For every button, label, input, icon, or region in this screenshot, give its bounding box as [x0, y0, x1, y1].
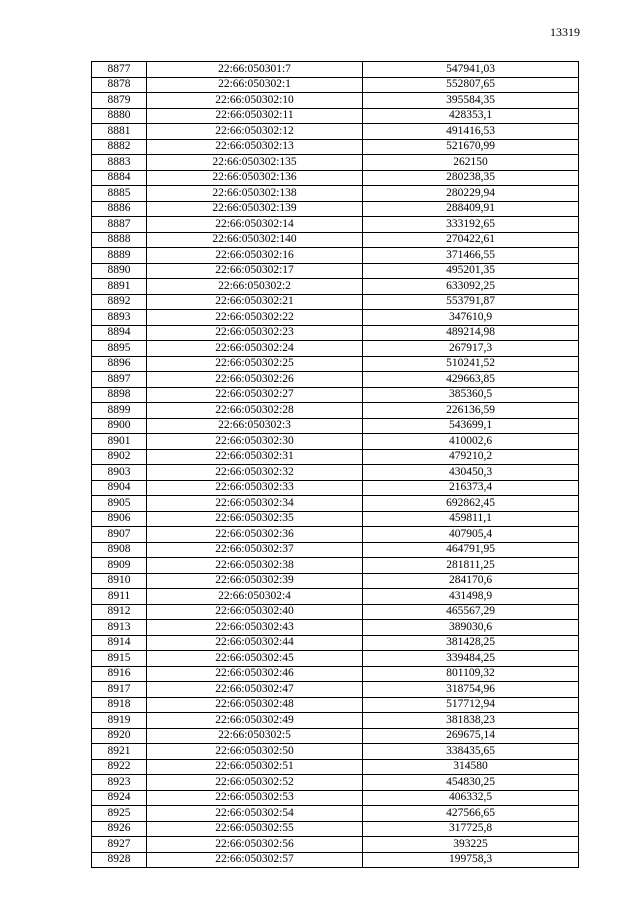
cadastral-number-cell: 22:66:050302:140 [147, 232, 363, 248]
cadastral-number-cell: 22:66:050302:22 [147, 310, 363, 326]
table-row [92, 449, 579, 465]
cadastral-value-cell: 262150 [363, 155, 579, 171]
table-row [92, 232, 579, 248]
cadastral-number-cell: 22:66:050302:44 [147, 635, 363, 651]
table-row [92, 759, 579, 775]
table-row [92, 821, 579, 837]
row-number-cell: 8916 [92, 666, 147, 682]
row-number-cell: 8885 [92, 186, 147, 202]
cadastral-number-cell: 22:66:050302:53 [147, 790, 363, 806]
table-row [92, 248, 579, 264]
cadastral-value-cell: 281811,25 [363, 558, 579, 574]
row-number-cell: 8920 [92, 728, 147, 744]
row-number-cell: 8906 [92, 511, 147, 527]
cadastral-number-cell: 22:66:050302:57 [147, 852, 363, 868]
cadastral-number-cell: 22:66:050302:28 [147, 403, 363, 419]
row-number-cell: 8908 [92, 542, 147, 558]
table-row [92, 279, 579, 295]
cadastral-number-cell: 22:66:050302:54 [147, 806, 363, 822]
cadastral-number-cell: 22:66:050302:10 [147, 93, 363, 109]
row-number-cell: 8889 [92, 248, 147, 264]
cadastral-value-cell: 521670,99 [363, 139, 579, 155]
table-row [92, 186, 579, 202]
cadastral-value-cell: 431498,9 [363, 589, 579, 605]
cadastral-number-cell: 22:66:050302:34 [147, 496, 363, 512]
cadastral-value-cell: 393225 [363, 837, 579, 853]
cadastral-value-cell: 429663,85 [363, 372, 579, 388]
table-row [92, 837, 579, 853]
table-row [92, 542, 579, 558]
cadastral-value-cell: 510241,52 [363, 356, 579, 372]
row-number-cell: 8890 [92, 263, 147, 279]
cadastral-value-cell: 491416,53 [363, 124, 579, 140]
row-number-cell: 8918 [92, 697, 147, 713]
cadastral-number-cell: 22:66:050302:12 [147, 124, 363, 140]
row-number-cell: 8893 [92, 310, 147, 326]
cadastral-value-cell: 216373,4 [363, 480, 579, 496]
cadastral-number-cell: 22:66:050302:5 [147, 728, 363, 744]
cadastral-number-cell: 22:66:050302:38 [147, 558, 363, 574]
cadastral-number-cell: 22:66:050302:46 [147, 666, 363, 682]
cadastral-value-cell: 288409,91 [363, 201, 579, 217]
table-row [92, 294, 579, 310]
table-row [92, 93, 579, 109]
table-row [92, 170, 579, 186]
cadastral-number-cell: 22:66:050302:136 [147, 170, 363, 186]
row-number-cell: 8888 [92, 232, 147, 248]
cadastral-number-cell: 22:66:050302:43 [147, 620, 363, 636]
cadastral-value-cell: 801109,32 [363, 666, 579, 682]
cadastral-number-cell: 22:66:050302:48 [147, 697, 363, 713]
cadastral-number-cell: 22:66:050302:45 [147, 651, 363, 667]
table-row [92, 635, 579, 651]
table-row [92, 573, 579, 589]
table-row [92, 589, 579, 605]
table-row [92, 713, 579, 729]
row-number-cell: 8923 [92, 775, 147, 791]
table-row [92, 666, 579, 682]
table-row [92, 527, 579, 543]
cadastral-value-cell: 543699,1 [363, 418, 579, 434]
row-number-cell: 8909 [92, 558, 147, 574]
cadastral-number-cell: 22:66:050302:49 [147, 713, 363, 729]
row-number-cell: 8921 [92, 744, 147, 760]
cadastral-number-cell: 22:66:050302:36 [147, 527, 363, 543]
row-number-cell: 8911 [92, 589, 147, 605]
cadastral-value-cell: 633092,25 [363, 279, 579, 295]
table-row [92, 372, 579, 388]
cadastral-value-cell: 495201,35 [363, 263, 579, 279]
cadastral-number-cell: 22:66:050302:27 [147, 387, 363, 403]
row-number-cell: 8898 [92, 387, 147, 403]
row-number-cell: 8907 [92, 527, 147, 543]
cadastral-number-cell: 22:66:050302:55 [147, 821, 363, 837]
cadastral-number-cell: 22:66:050302:139 [147, 201, 363, 217]
cadastral-number-cell: 22:66:050302:2 [147, 279, 363, 295]
cadastral-number-cell: 22:66:050302:135 [147, 155, 363, 171]
table-row [92, 310, 579, 326]
cadastral-number-cell: 22:66:050302:11 [147, 108, 363, 124]
row-number-cell: 8877 [92, 62, 147, 78]
table-row [92, 155, 579, 171]
row-number-cell: 8894 [92, 325, 147, 341]
table-row [92, 620, 579, 636]
table-row [92, 806, 579, 822]
table-row [92, 558, 579, 574]
cadastral-number-cell: 22:66:050302:3 [147, 418, 363, 434]
cadastral-number-cell: 22:66:050302:4 [147, 589, 363, 605]
cadastral-number-cell: 22:66:050302:21 [147, 294, 363, 310]
cadastral-number-cell: 22:66:050302:23 [147, 325, 363, 341]
table-row [92, 325, 579, 341]
row-number-cell: 8917 [92, 682, 147, 698]
table-row [92, 217, 579, 233]
cadastral-value-cell: 381428,25 [363, 635, 579, 651]
table-row [92, 77, 579, 93]
table-row [92, 434, 579, 450]
cadastral-value-cell: 427566,65 [363, 806, 579, 822]
cadastral-value-cell: 389030,6 [363, 620, 579, 636]
cadastral-number-cell: 22:66:050302:39 [147, 573, 363, 589]
cadastral-value-cell: 270422,61 [363, 232, 579, 248]
table-row [92, 356, 579, 372]
table-row [92, 511, 579, 527]
table-row [92, 139, 579, 155]
cadastral-number-cell: 22:66:050302:26 [147, 372, 363, 388]
cadastral-value-cell: 547941,03 [363, 62, 579, 78]
cadastral-value-cell: 407905,4 [363, 527, 579, 543]
cadastral-number-cell: 22:66:050302:31 [147, 449, 363, 465]
row-number-cell: 8926 [92, 821, 147, 837]
row-number-cell: 8903 [92, 465, 147, 481]
row-number-cell: 8882 [92, 139, 147, 155]
cadastral-number-cell: 22:66:050302:47 [147, 682, 363, 698]
cadastral-value-cell: 395584,35 [363, 93, 579, 109]
row-number-cell: 8883 [92, 155, 147, 171]
cadastral-value-cell: 371466,55 [363, 248, 579, 264]
table-row [92, 108, 579, 124]
cadastral-value-cell: 410002,6 [363, 434, 579, 450]
cadastral-value-cell: 430450,3 [363, 465, 579, 481]
row-number-cell: 8914 [92, 635, 147, 651]
cadastral-number-cell: 22:66:050302:25 [147, 356, 363, 372]
cadastral-number-cell: 22:66:050302:16 [147, 248, 363, 264]
cadastral-value-cell: 517712,94 [363, 697, 579, 713]
row-number-cell: 8910 [92, 573, 147, 589]
cadastral-value-cell: 338435,65 [363, 744, 579, 760]
table-row [92, 62, 579, 78]
cadastral-value-cell: 465567,29 [363, 604, 579, 620]
table-row [92, 480, 579, 496]
cadastral-value-cell: 479210,2 [363, 449, 579, 465]
table-row [92, 418, 579, 434]
cadastral-value-cell: 333192,65 [363, 217, 579, 233]
row-number-cell: 8881 [92, 124, 147, 140]
table-row [92, 263, 579, 279]
row-number-cell: 8905 [92, 496, 147, 512]
cadastral-value-cell: 381838,23 [363, 713, 579, 729]
cadastral-value-cell: 317725,8 [363, 821, 579, 837]
cadastral-number-cell: 22:66:050302:13 [147, 139, 363, 155]
table-row [92, 604, 579, 620]
row-number-cell: 8919 [92, 713, 147, 729]
cadastral-number-cell: 22:66:050302:50 [147, 744, 363, 760]
row-number-cell: 8886 [92, 201, 147, 217]
row-number-cell: 8884 [92, 170, 147, 186]
table-row [92, 775, 579, 791]
cadastral-value-cell: 284170,6 [363, 573, 579, 589]
cadastral-value-cell: 339484,25 [363, 651, 579, 667]
cadastral-value-table [91, 61, 579, 868]
row-number-cell: 8897 [92, 372, 147, 388]
cadastral-value-cell: 280229,94 [363, 186, 579, 202]
table-row [92, 728, 579, 744]
cadastral-value-cell: 428353,1 [363, 108, 579, 124]
table-row [92, 697, 579, 713]
table-row [92, 651, 579, 667]
cadastral-number-cell: 22:66:050302:1 [147, 77, 363, 93]
cadastral-value-cell: 464791,95 [363, 542, 579, 558]
row-number-cell: 8899 [92, 403, 147, 419]
table-row [92, 744, 579, 760]
cadastral-value-cell: 314580 [363, 759, 579, 775]
cadastral-number-cell: 22:66:050302:30 [147, 434, 363, 450]
cadastral-value-cell: 406332,5 [363, 790, 579, 806]
cadastral-value-cell: 226136,59 [363, 403, 579, 419]
cadastral-value-cell: 347610,9 [363, 310, 579, 326]
cadastral-value-cell: 489214,98 [363, 325, 579, 341]
table-row [92, 124, 579, 140]
cadastral-value-cell: 199758,3 [363, 852, 579, 868]
cadastral-value-cell: 318754,96 [363, 682, 579, 698]
cadastral-value-cell: 692862,45 [363, 496, 579, 512]
table-row [92, 682, 579, 698]
row-number-cell: 8879 [92, 93, 147, 109]
row-number-cell: 8900 [92, 418, 147, 434]
table-row [92, 465, 579, 481]
cadastral-number-cell: 22:66:050302:14 [147, 217, 363, 233]
row-number-cell: 8912 [92, 604, 147, 620]
table-row [92, 790, 579, 806]
row-number-cell: 8887 [92, 217, 147, 233]
cadastral-value-cell: 552807,65 [363, 77, 579, 93]
table-body [92, 62, 579, 868]
row-number-cell: 8928 [92, 852, 147, 868]
row-number-cell: 8902 [92, 449, 147, 465]
cadastral-value-cell: 385360,5 [363, 387, 579, 403]
cadastral-number-cell: 22:66:050302:51 [147, 759, 363, 775]
row-number-cell: 8913 [92, 620, 147, 636]
cadastral-number-cell: 22:66:050301:7 [147, 62, 363, 78]
table-row [92, 403, 579, 419]
cadastral-number-cell: 22:66:050302:35 [147, 511, 363, 527]
table-row [92, 201, 579, 217]
cadastral-number-cell: 22:66:050302:24 [147, 341, 363, 357]
cadastral-number-cell: 22:66:050302:33 [147, 480, 363, 496]
row-number-cell: 8904 [92, 480, 147, 496]
table-row [92, 852, 579, 868]
cadastral-number-cell: 22:66:050302:138 [147, 186, 363, 202]
row-number-cell: 8924 [92, 790, 147, 806]
cadastral-number-cell: 22:66:050302:32 [147, 465, 363, 481]
row-number-cell: 8878 [92, 77, 147, 93]
row-number-cell: 8891 [92, 279, 147, 295]
row-number-cell: 8915 [92, 651, 147, 667]
row-number-cell: 8925 [92, 806, 147, 822]
cadastral-number-cell: 22:66:050302:40 [147, 604, 363, 620]
cadastral-value-cell: 454830,25 [363, 775, 579, 791]
cadastral-number-cell: 22:66:050302:17 [147, 263, 363, 279]
table-row [92, 496, 579, 512]
table-row [92, 387, 579, 403]
page-number: 13319 [550, 25, 580, 39]
row-number-cell: 8892 [92, 294, 147, 310]
row-number-cell: 8901 [92, 434, 147, 450]
row-number-cell: 8922 [92, 759, 147, 775]
cadastral-value-cell: 280238,35 [363, 170, 579, 186]
row-number-cell: 8896 [92, 356, 147, 372]
cadastral-value-cell: 267917,3 [363, 341, 579, 357]
cadastral-number-cell: 22:66:050302:37 [147, 542, 363, 558]
cadastral-value-cell: 553791,87 [363, 294, 579, 310]
table-row [92, 341, 579, 357]
row-number-cell: 8880 [92, 108, 147, 124]
cadastral-number-cell: 22:66:050302:56 [147, 837, 363, 853]
cadastral-number-cell: 22:66:050302:52 [147, 775, 363, 791]
cadastral-value-cell: 269675,14 [363, 728, 579, 744]
cadastral-value-cell: 459811,1 [363, 511, 579, 527]
row-number-cell: 8927 [92, 837, 147, 853]
row-number-cell: 8895 [92, 341, 147, 357]
